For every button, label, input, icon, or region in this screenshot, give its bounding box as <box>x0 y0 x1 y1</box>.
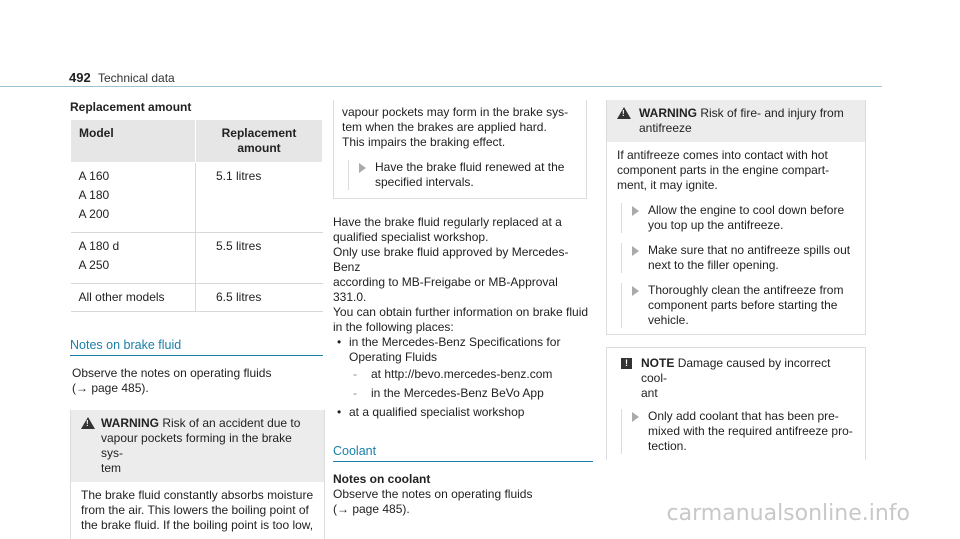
warning-body: If antifreeze comes into contact with hot component parts in the engine compart- ment, it may ignite. <box>617 148 830 192</box>
step-clean-antifreeze: Thoroughly clean the antifreeze from component parts before starting the vehicle. <box>621 283 865 328</box>
col-amount-header: Replacement amount <box>196 120 323 163</box>
coolant-subheading: Notes on coolant <box>333 472 431 486</box>
step-arrow-icon <box>632 206 639 216</box>
step-cool-engine: Allow the engine to cool down before you top up the antifreeze. <box>621 203 865 233</box>
column-2 <box>333 100 593 517</box>
heading-rule <box>70 355 323 356</box>
col-model-header: Model <box>71 120 196 163</box>
list-item: - at http://bevo.mercedes-benz.com <box>349 367 593 382</box>
header-rule <box>0 86 882 87</box>
list-item: - in the Mercedes-Benz BeVo App <box>349 386 593 401</box>
step-renew-brake-fluid: Have the brake fluid renewed at the specified intervals. <box>348 160 586 190</box>
watermark-text: carmanualsonline.info <box>666 501 910 526</box>
warning-body: The brake fluid constantly absorbs moisture from the air. This lowers the boiling point of the brake fluid. If the boiling point is too low, <box>81 488 314 532</box>
warning-header: ! WARNING Risk of an accident due to vapour pockets forming in the brake sys- tem <box>71 410 324 482</box>
step-arrow-icon <box>632 246 639 256</box>
table-row: A 180 d A 250 5.5 litres <box>71 233 323 284</box>
replacement-table <box>70 119 323 312</box>
warning-header: ! WARNING Risk of fire- and injury from antifreeze <box>607 100 865 142</box>
page-title: Technical data <box>98 71 175 85</box>
page-number: 492 <box>69 70 91 85</box>
step-arrow-icon <box>632 286 639 296</box>
note-icon: ! <box>621 358 632 369</box>
step-no-spill: Make sure that no antifreeze spills out next to the filler opening. <box>621 243 865 273</box>
column-3 <box>606 100 866 460</box>
table-row: All other models 6.5 litres <box>71 284 323 312</box>
list-item: • at a qualified specialist workshop <box>333 405 593 420</box>
column-1 <box>70 100 325 539</box>
brake-intro: Observe the notes on operating fluids (→ page 485). <box>72 366 272 395</box>
step-arrow-icon <box>632 412 639 422</box>
list-item: • in the Mercedes-Benz Specifications for Operating Fluids <box>333 335 593 365</box>
heading-rule <box>333 461 593 462</box>
table-row: A 160 A 180 A 200 5.1 litres <box>71 163 323 233</box>
step-arrow-icon <box>359 163 366 173</box>
step-premixed-coolant: Only add coolant that has been pre- mixed with the required antifreeze pro- tection. <box>621 409 865 454</box>
coolant-heading: Coolant <box>333 444 377 458</box>
warning-icon <box>81 417 95 429</box>
brake-paragraph: Have the brake fluid regularly replaced at a qualified specialist workshop. Only use brake fluid approved by Mercedes-Benz according to MB-Freigabe or MB-Approval 331.0. You can obtain further information on brake fluid in the following places: <box>333 215 589 334</box>
brake-warning-box-cont: vapour pockets may form in the brake sys- tem when the brakes are applied hard. This impairs the braking effect. Have the brake fluid renewed at the specified intervals. <box>333 100 587 199</box>
brake-warning-box <box>70 410 325 539</box>
table-header-row <box>71 120 323 163</box>
warning-icon <box>617 107 631 119</box>
replacement-title: Replacement amount <box>70 100 192 114</box>
coolant-warning-box <box>606 100 866 335</box>
coolant-note-box: ! NOTE Damage caused by incorrect cool- ant Only add coolant that has been pre- mixed with the required antifreeze pro- tection. <box>606 347 866 460</box>
brake-fluid-heading: Notes on brake fluid <box>70 338 182 352</box>
coolant-intro: Observe the notes on operating fluids (→ page 485). <box>333 487 533 516</box>
